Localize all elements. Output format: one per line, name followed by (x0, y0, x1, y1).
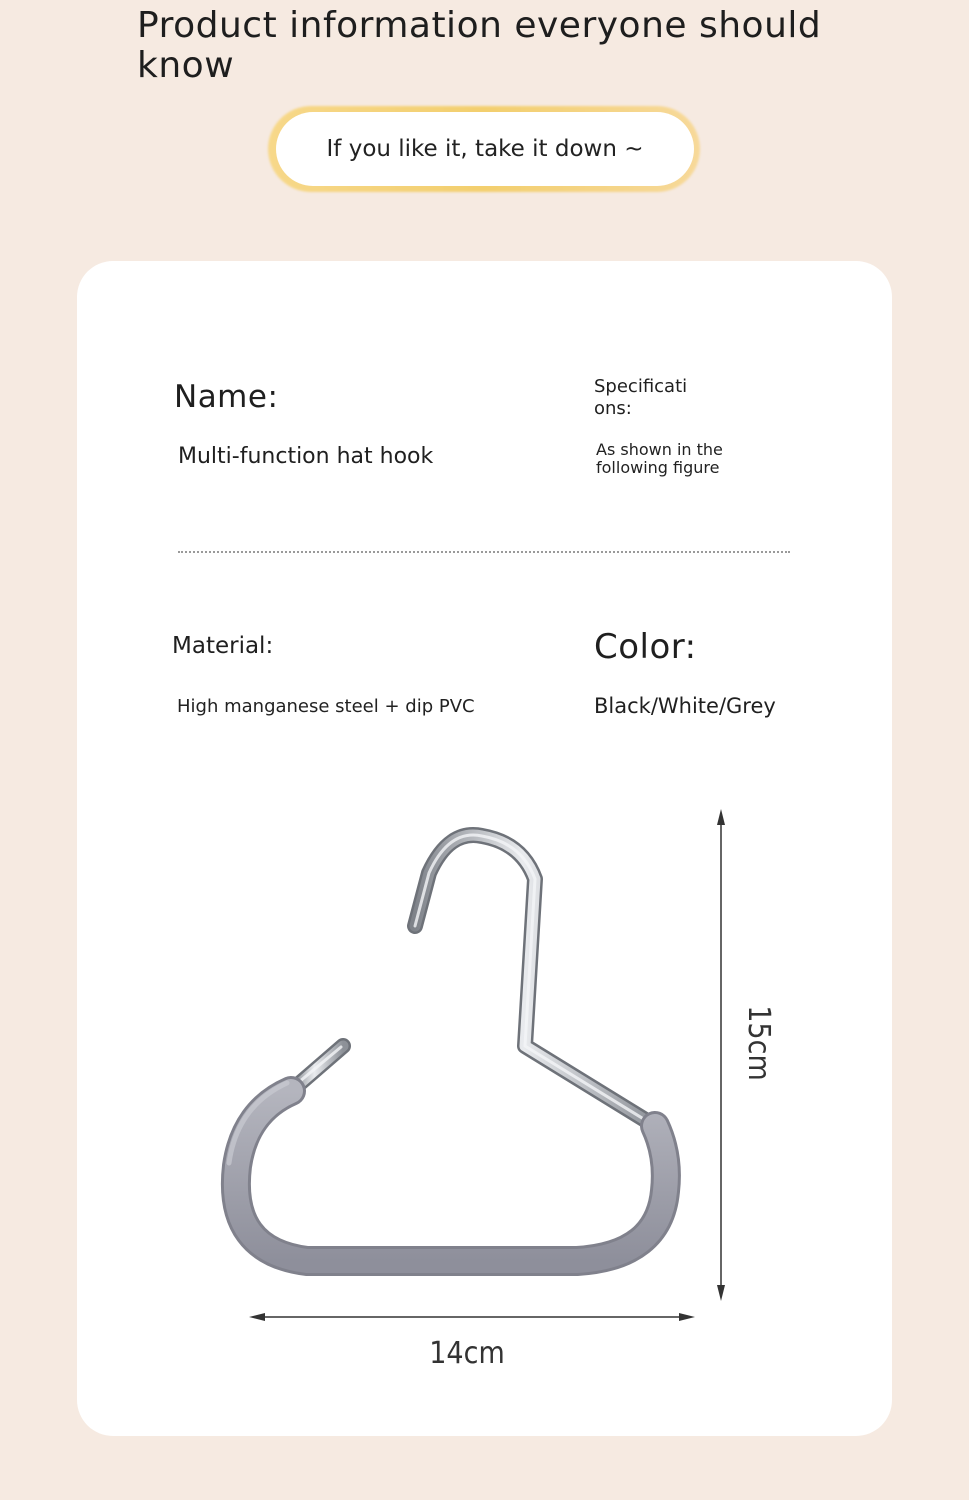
name-value: Multi-function hat hook (178, 444, 434, 469)
width-label: 14cm (429, 1336, 505, 1371)
color-label: Color: (594, 627, 697, 667)
material-value: High manganese steel + dip PVC (177, 696, 475, 717)
color-value: Black/White/Grey (594, 694, 776, 718)
steel-hook-wire (415, 835, 655, 1126)
tagline-text: If you like it, take it down ~ (326, 136, 644, 162)
pvc-coated-loop (229, 1083, 666, 1261)
tagline-pill (276, 112, 694, 186)
product-info-card (77, 261, 892, 1436)
specifications-value: As shown in the following figure (596, 440, 723, 477)
material-label: Material: (172, 633, 274, 659)
width-dimension-arrow (249, 1313, 695, 1321)
specifications-label: Specifications: (594, 376, 688, 419)
hook-dimension-figure (77, 261, 892, 1436)
page-title: Product information everyone should know (137, 5, 822, 86)
height-dimension-arrow (717, 809, 725, 1301)
height-label: 15cm (741, 1005, 776, 1081)
name-label: Name: (174, 379, 279, 415)
